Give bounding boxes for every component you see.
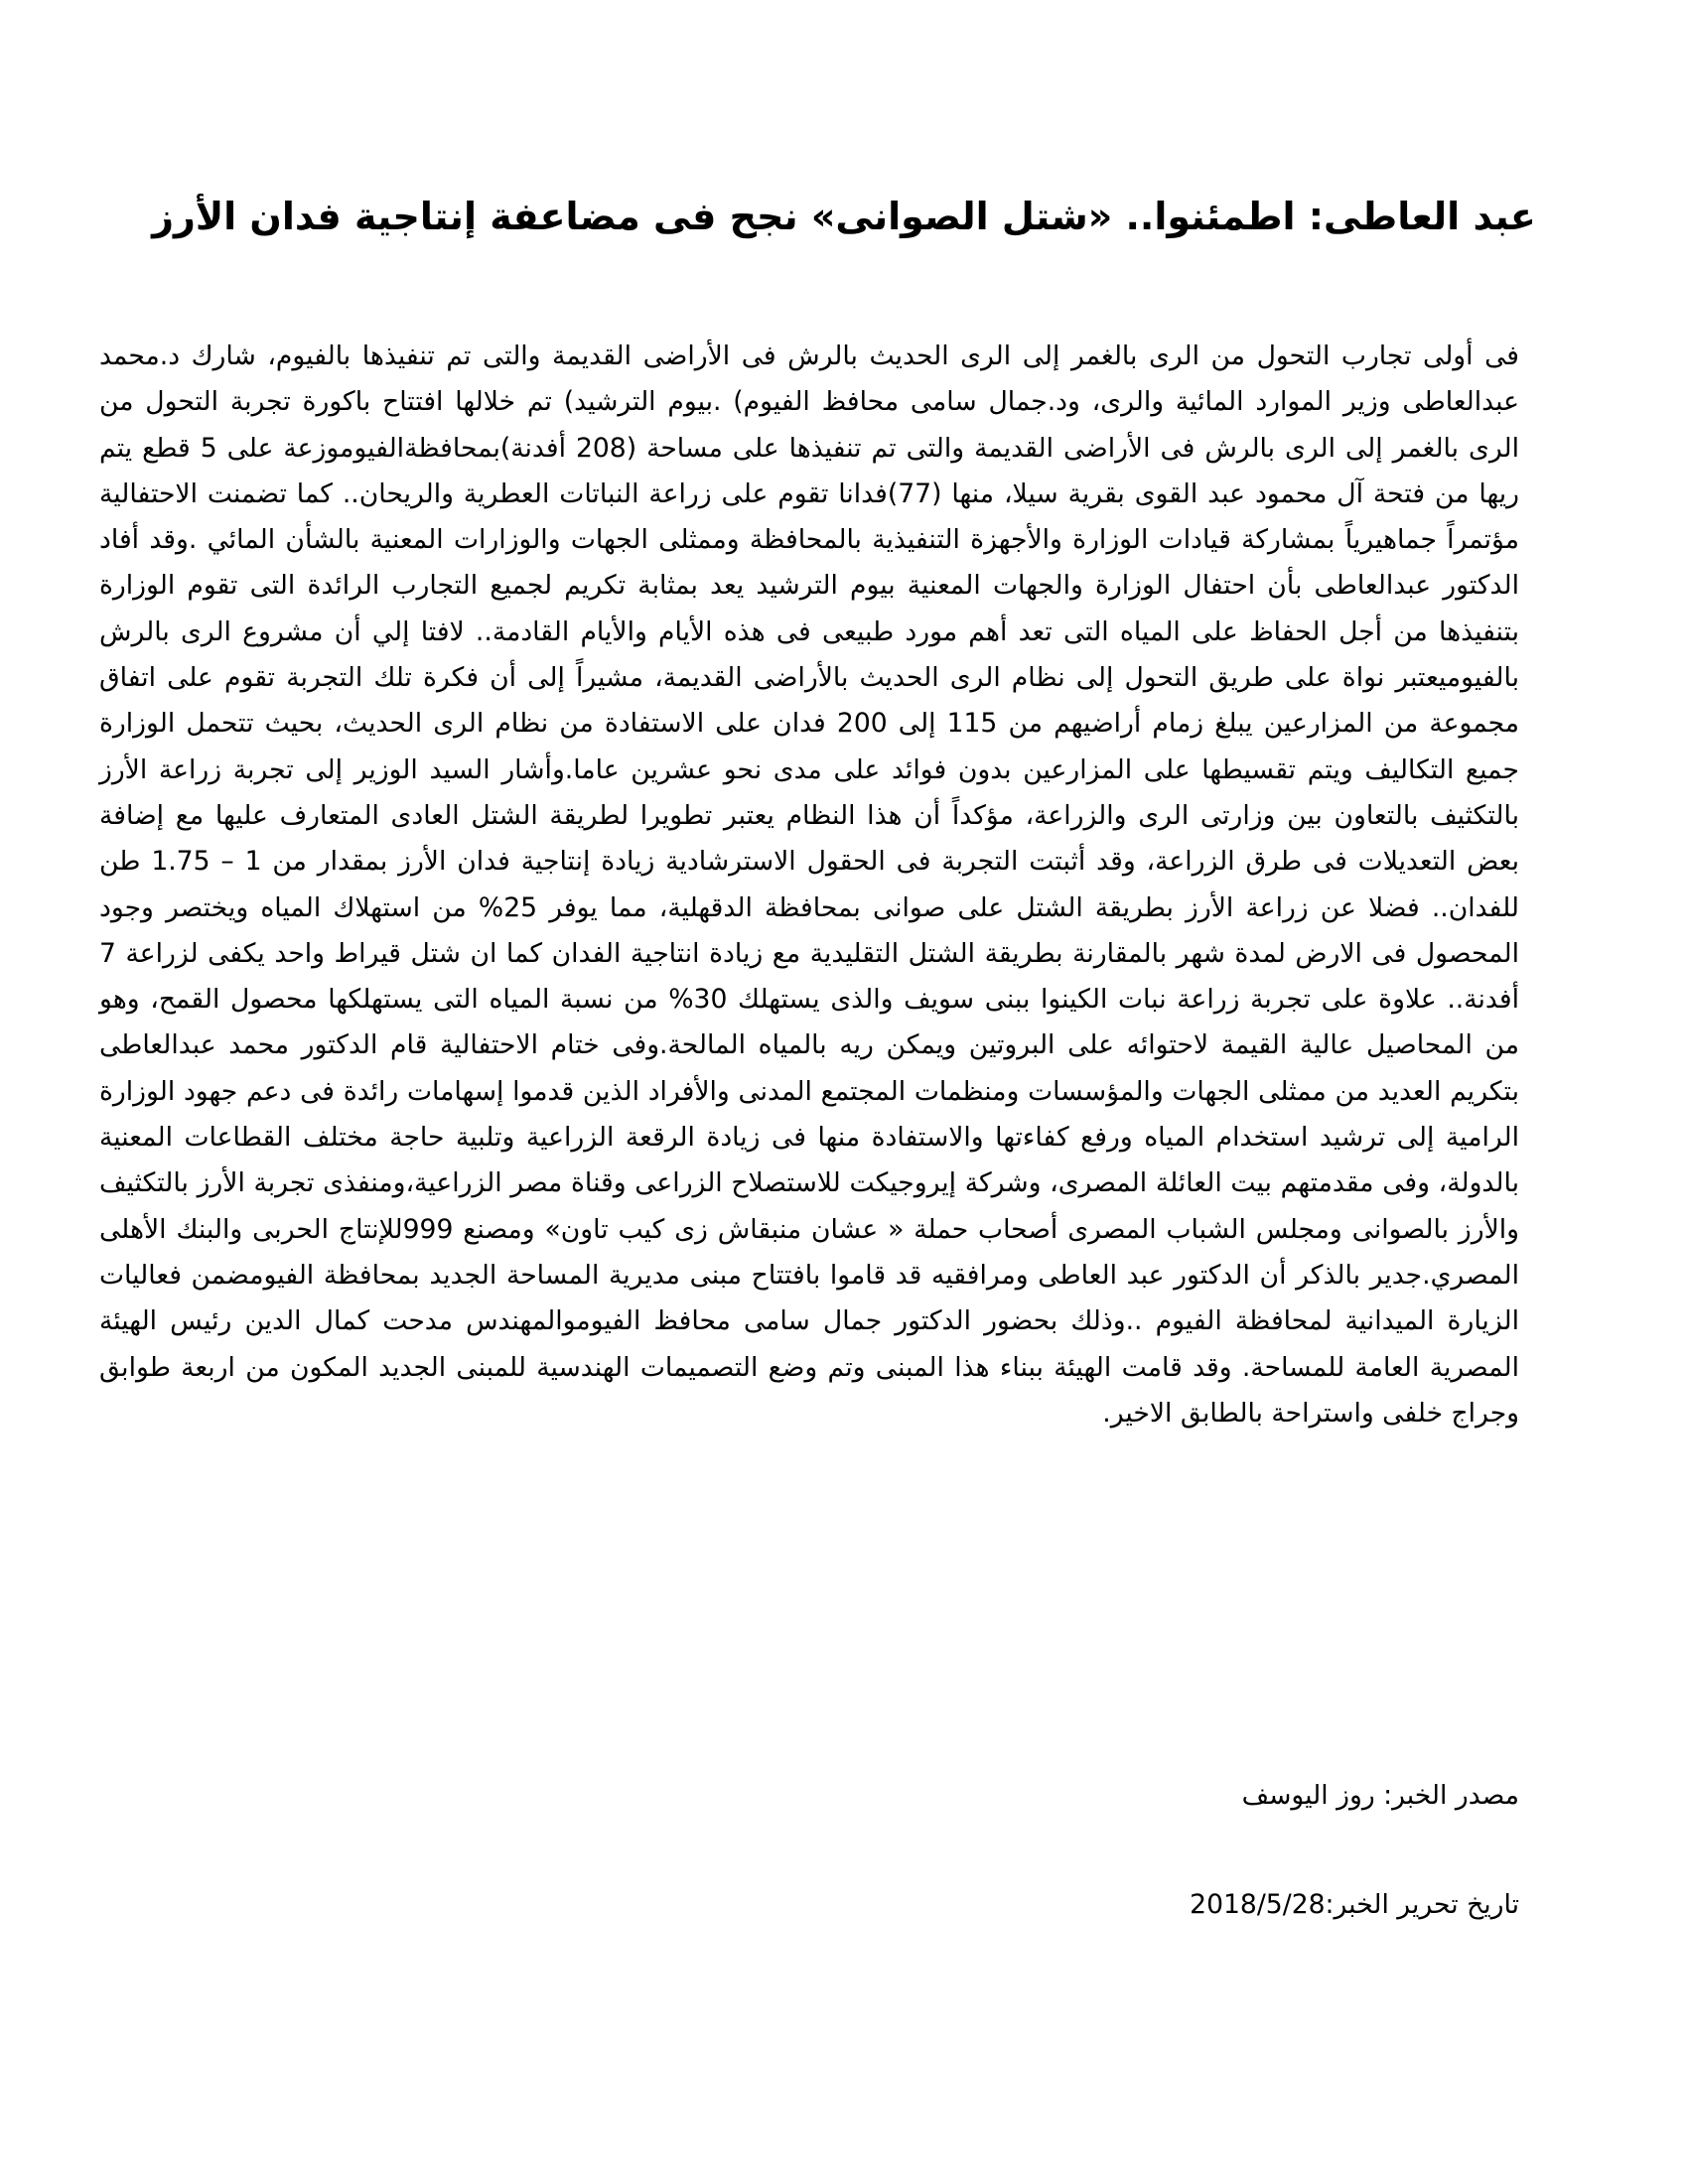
- edit-date: تاريخ تحرير الخبر:2018/5/28: [1190, 1889, 1519, 1920]
- article-title: عبد العاطى: اطمئنوا.. «شتل الصوانى» نجح فى مضاعفة إنتاجية فدان الأرز: [152, 195, 1536, 238]
- article-body: فى أولى تجارب التحول من الرى بالغمر إلى الرى الحديث بالرش فى الأراضى القديمة والتى تم تنفيذها بالفيوم، شارك د.محمد عبدالعاطى وزير الموارد المائية والرى، ود.جمال سامى محافظ الفيوم) .بيوم الترشيد) تم خلالها افتتاح باكورة تجربة التحول من الرى بالغمر إلى الرى بالرش فى الأراضى القديمة والتى تم تنفيذها على مساحة (208 أفدنة)بمحافظةالفيوموزعة على 5 قطع يتم ريها من فتحة آل محمود عبد القوى بقرية سيلا، منها (77)فدانا تقوم على زراعة النباتات العطرية والريحان.. كما تضمنت الاحتفالية مؤتمراً جماهيرياً بمشاركة قيادات الوزارة والأجهزة التنفيذية بالمحافظة وممثلى الجهات والوزارات المعنية بالشأن المائي .وقد أفاد الدكتور عبدالعاطى بأن احتفال الوزارة والجهات المعنية بيوم الترشيد يعد بمثابة تكريم لجميع التجارب الرائدة التى تقوم الوزارة بتنفيذها من أجل الحفاظ على المياه التى تعد أهم مورد طبيعى فى هذه الأيام والأيام القادمة.. لافتا إلي أن مشروع الرى بالرش بالفيوميعتبر نواة على طريق التحول إلى نظام الرى الحديث بالأراضى القديمة، مشيراً إلى أن فكرة تلك التجربة تقوم على اتفاق مجموعة من المزارعين يبلغ زمام أراضيهم من 115 إلى 200 فدان على الاستفادة من نظام الرى الحديث، بحيث تتحمل الوزارة جميع التكاليف ويتم تقسيطها على المزارعين بدون فوائد على مدى نحو عشرين عاما.وأشار السيد الوزير إلى تجربة زراعة الأرز بالتكثيف بالتعاون بين وزارتى الرى والزراعة، مؤكداً أن هذا النظام يعتبر تطويرا لطريقة الشتل العادى المتعارف عليها مع إضافة بعض التعديلات فى طرق الزراعة، وقد أثبتت التجربة فى الحقول الاسترشادية زيادة إنتاجية فدان الأرز بمقدار من 1 – 1.75 طن للفدان.. فضلا عن زراعة الأرز بطريقة الشتل على صوانى بمحافظة الدقهلية، مما يوفر 25% من استهلاك المياه ويختصر وجود المحصول فى الارض لمدة شهر بالمقارنة بطريقة الشتل التقليدية مع زيادة انتاجية الفدان كما ان شتل قيراط واحد يكفى لزراعة 7 أفدنة.. علاوة على تجربة زراعة نبات الكينوا ببنى سويف والذى يستهلك 30% من نسبة المياه التى يستهلكها محصول القمح، وهو من المحاصيل عالية القيمة لاحتوائه على البروتين ويمكن ريه بالمياه المالحة.وفى ختام الاحتفالية قام الدكتور محمد عبدالعاطى بتكريم العديد من ممثلى الجهات والمؤسسات ومنظمات المجتمع المدنى والأفراد الذين قدموا إسهامات رائدة فى دعم جهود الوزارة الرامية إلى ترشيد استخدام المياه ورفع كفاءتها والاستفادة منها فى زيادة الرقعة الزراعية وتلبية حاجة مختلف القطاعات المعنية بالدولة، وفى مقدمتهم بيت العائلة المصرى، وشركة إيروجيكت للاستصلاح الزراعى وقناة مصر الزراعية،ومنفذى تجربة الأرز بالتكثيف والأرز بالصوانى ومجلس الشباب المصرى أصحاب حملة « عشان منبقاش زى كيب تاون» ومصنع 999للإنتاج الحربى والبنك الأهلى المصري.جدير بالذكر أن الدكتور عبد العاطى ومرافقيه قد قاموا بافتتاح مبنى مديرية المساحة الجديد بمحافظة الفيومضمن فعاليات الزيارة الميدانية لمحافظة الفيوم ..وذلك بحضور الدكتور جمال سامى محافظ الفيوموالمهندس مدحت كمال الدين رئيس الهيئة المصرية العامة للمساحة. وقد قامت الهيئة ببناء هذا المبنى وتم وضع التصميمات الهندسية للمبنى الجديد المكون من اربعة طوابق وجراج خلفى واستراحة بالطابق الاخير.: [99, 341, 1519, 1429]
- news-source: مصدر الخبر: روز اليوسف: [1241, 1780, 1519, 1811]
